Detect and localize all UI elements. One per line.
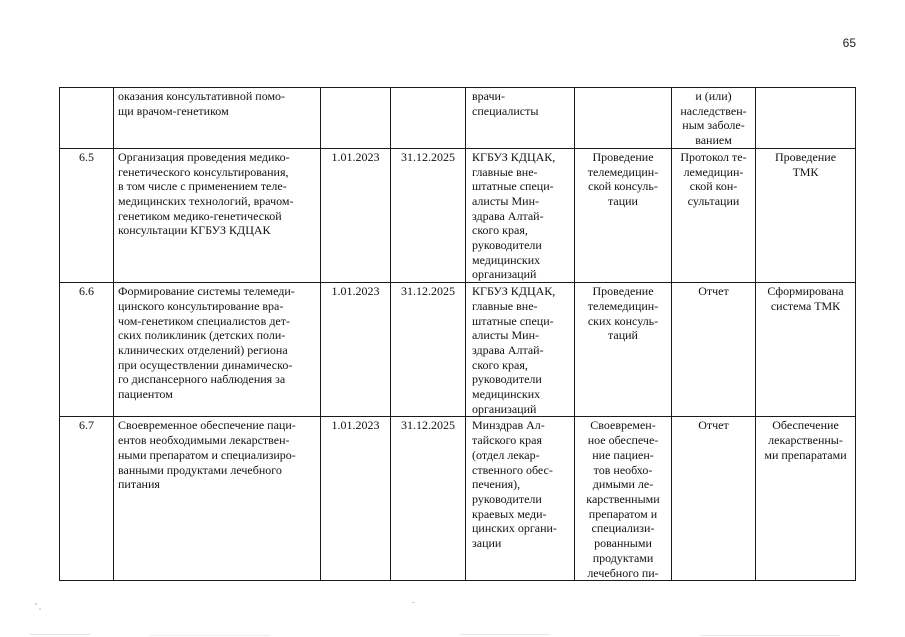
end-date-cell <box>391 88 466 149</box>
start-date-cell <box>321 88 391 149</box>
start-date-cell: 1.01.2023 <box>321 417 391 581</box>
table-row <box>60 283 856 417</box>
end-date-cell: 31.12.2025 <box>391 148 466 282</box>
result-cell <box>756 88 856 149</box>
result-cell: Проведение ТМК <box>756 148 856 282</box>
executors-cell: КГБУЗ КДЦАК, главные вне- штатные специ- алисты Мин- здрава Алтай- ского края, руководители медицинских организаций <box>466 283 575 417</box>
indicator-cell: Проведение телемедицин- ских консуль- таций <box>575 283 672 417</box>
document-cell: Отчет <box>672 283 756 417</box>
start-date-cell: 1.01.2023 <box>321 148 391 282</box>
executors-cell: Минздрав Ал- тайского края (отдел лекар- ственного обес- печения), руководители краевых меди- цинских органи- зации <box>466 417 575 581</box>
event-cell: Своевременное обеспечение паци- ентов необходимыми лекарствен- ными препаратом и специализиро- ванными продуктами лечебного питания <box>114 417 321 581</box>
row-number-cell: 6.5 <box>60 148 114 282</box>
table-row <box>60 148 856 282</box>
result-cell: Сформирована система ТМК <box>756 283 856 417</box>
end-date-cell: 31.12.2025 <box>391 417 466 581</box>
row-number-cell <box>60 88 114 149</box>
event-cell: Формирование системы телемеди- цинского консультирование вра- чом-генетиком специалистов дет- ских поликлиник (детских поли- клинических отделений) региона при осуществлении динамическо- го диспансерного наблюдения за пациентом <box>114 283 321 417</box>
event-cell: оказания консультативной помо- щи врачом-генетиком <box>114 88 321 149</box>
page-number: 65 <box>842 36 856 50</box>
row-number-cell: 6.6 <box>60 283 114 417</box>
executors-cell: КГБУЗ КДЦАК, главные вне- штатные специ- алисты Мин- здрава Алтай- ского края, руководители медицинских организаций <box>466 148 575 282</box>
result-cell: Обеспечение лекарственны- ми препаратами <box>756 417 856 581</box>
document-cell: Отчет <box>672 417 756 581</box>
scan-noise <box>0 600 905 637</box>
table-row <box>60 88 856 149</box>
event-cell: Организация проведения медико- генетического консультирования, в том числе с применением теле- медицинских технологий, врачом- генетиком медико-генетической консультации КГБУЗ КДЦАК <box>114 148 321 282</box>
indicator-cell: Своевремен- ное обеспече- ние пациен- тов необхо- димыми ле- карственными препаратом и специализи- рованными продуктами лечебного пи- <box>575 417 672 581</box>
executors-cell: врачи- специалисты <box>466 88 575 149</box>
document-cell: и (или) наследствен- ным заболе- ванием <box>672 88 756 149</box>
indicator-cell <box>575 88 672 149</box>
indicator-cell: Проведение телемедицин- ской консуль- тации <box>575 148 672 282</box>
document-cell: Протокол те- лемедицин- ской кон- сультации <box>672 148 756 282</box>
start-date-cell: 1.01.2023 <box>321 283 391 417</box>
action-plan-table <box>59 87 856 581</box>
end-date-cell: 31.12.2025 <box>391 283 466 417</box>
row-number-cell: 6.7 <box>60 417 114 581</box>
table-row <box>60 417 856 581</box>
